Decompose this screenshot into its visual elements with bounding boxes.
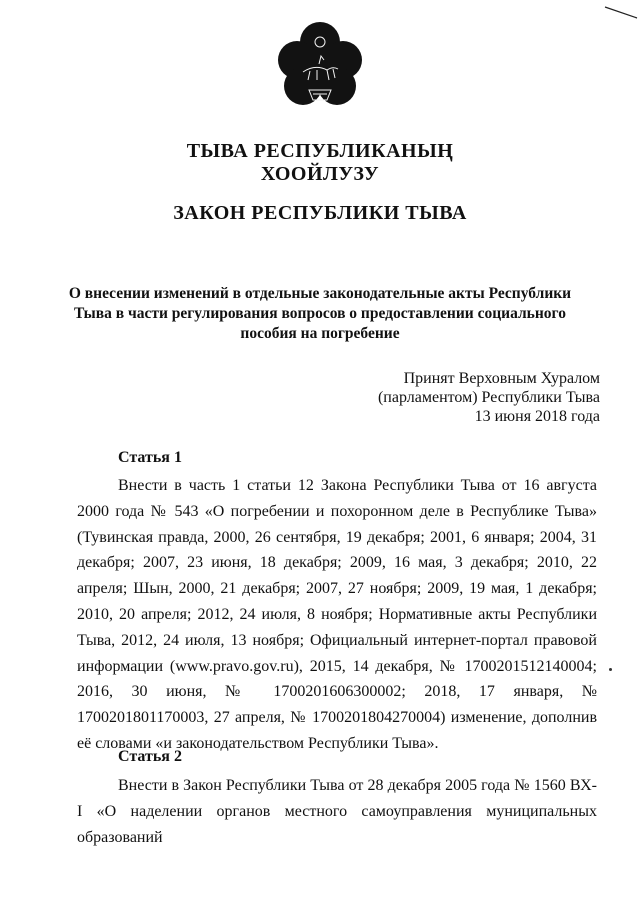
tuva-coat-of-arms-icon <box>275 20 365 116</box>
article-1-text: Внести в часть 1 статьи 12 Закона Республики Тыва от 16 августа 2000 года № 543 «О погребении и похоронном деле в Республике Тыва» (Тувинская правда, 2000, 26 сентября, 19 декабря; 2001, 6 января; 2004, 31 декабря; 2007, 23 июня, 18 декабря; 2009, 16 мая, 3 декабря; 2010, 22 апреля; Шын, 2000, 21 декабря; 2007, 27 ноября; 2009, 19 мая, 1 декабря; 2010, 20 апреля; 2012, 24 июля, 8 ноября; Нормативные акты Республики Тыва, 2012, 24 июля, 13 ноября; Официальный интернет-портал правовой информации (www.pravo.gov.ru), 2015, 14 декабря, № 1700201512140004; 2016, 30 июня, № 1700201606300002; 2018, 17 января, № 1700201801170003, 27 апреля, № 1700201804270004) изменение, дополнив её словами «и законодательством Республики Тыва». <box>77 477 597 752</box>
adoption-line-1: Принят Верховным Хуралом <box>403 370 600 387</box>
article-2-heading: Статья 2 <box>118 748 182 765</box>
scan-speck <box>609 668 612 671</box>
article-2-text: Внести в Закон Республики Тыва от 28 декабря 2005 года № 1560 ВХ-I «О наделении органов местного самоуправления муниципальных образований <box>77 777 597 846</box>
article-1-heading: Статья 1 <box>118 449 182 466</box>
adoption-line-2: (парламентом) Республики Тыва <box>377 389 600 406</box>
law-subject: О внесении изменений в отдельные законодательные акты Республики Тыва в части регулирования вопросов о предоставлении социального пособия на погребение <box>68 285 572 342</box>
adoption-note <box>378 369 600 426</box>
law-word-tuvan: ХООЙЛУЗУ <box>260 163 380 185</box>
republic-name-tuvan: ТЫВА РЕСПУБЛИКАНЫҢ <box>186 140 454 162</box>
document-title: ЗАКОН РЕСПУБЛИКИ ТЫВА <box>173 202 467 224</box>
pen-stroke-mark <box>604 4 638 20</box>
adoption-date: 13 июня 2018 года <box>474 408 600 425</box>
